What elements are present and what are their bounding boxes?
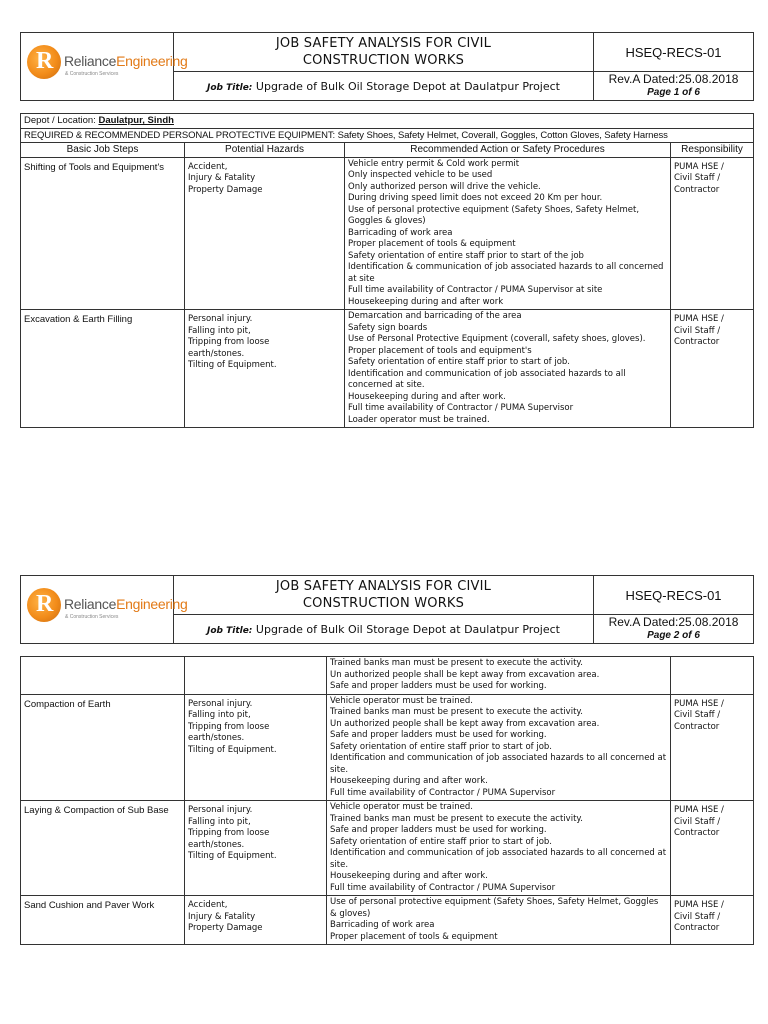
page2-rows — [21, 657, 754, 945]
job-title: Job Title: Upgrade of Bulk Oil Storage Depot at Daulatpur Project — [174, 615, 594, 644]
actions-cell: Vehicle entry permit & Cold work permit Only inspected vehicle to be used Only authorized person will drive the vehicle. During driving speed limit does not exceed 20 Km per hour. Use of personal protective equipment (Safety Shoes, Safety Helmet, Goggles & gloves) Barricading of work area Proper placement of tools & equipment Safety orientation of entire staff prior to start of the job Identification & communication of job associated hazards to all concerned at site Full time availability of Contractor / PUMA Supervisor at site Housekeeping during and after work — [345, 157, 671, 310]
job-step-cell: Excavation & Earth Filling — [21, 310, 185, 428]
hazards-cell: Accident, Injury & Fatality Property Damage — [185, 157, 345, 310]
page-header — [20, 575, 754, 644]
page-header — [20, 32, 754, 101]
responsibility-cell: PUMA HSE / Civil Staff / Contractor — [671, 694, 754, 801]
actions-cell: Demarcation and barricading of the area Safety sign boards Use of Personal Protective Equipment (coverall, safety shoes, gloves). Proper placement of tools and equipment's Safety orientation of entire staff prior to start of job. Identification and communication of job associated hazards to all concerned at site. Housekeeping during and after work. Full time availability of Contractor / PUMA Supervisor Loader operator must be trained. — [345, 310, 671, 428]
job-title: Job Title: Upgrade of Bulk Oil Storage Depot at Daulatpur Project — [174, 72, 594, 101]
logo-tagline: & Construction Services — [65, 71, 119, 77]
table-row — [21, 157, 754, 310]
hazards-cell: Personal injury. Falling into pit, Tripping from loose earth/stones. Tilting of Equipment. — [185, 694, 327, 801]
table-row — [21, 657, 754, 695]
company-logo — [27, 588, 188, 628]
table-row — [21, 310, 754, 428]
logo-tagline: & Construction Services — [65, 614, 119, 620]
logo-emblem-icon: R — [27, 588, 61, 622]
document-page-1 — [20, 32, 753, 428]
responsibility-cell: PUMA HSE / Civil Staff / Contractor — [671, 896, 754, 945]
revision-info: Rev.A Dated:25.08.2018 Page 1 of 6 — [594, 72, 754, 101]
logo-emblem-icon: R — [27, 45, 61, 79]
document-title: JOB SAFETY ANALYSIS FOR CIVIL CONSTRUCTION WORKS — [174, 33, 594, 72]
page1-rows — [21, 157, 754, 428]
logo-wordmark: RelianceEngineering — [64, 596, 188, 612]
document-page-2 — [20, 575, 753, 945]
page-number: Page 2 of 6 — [647, 630, 700, 641]
document-code: HSEQ-RECS-01 — [594, 576, 754, 615]
hazards-cell: Personal injury. Falling into pit, Tripping from loose earth/stones. Tilting of Equipment. — [185, 310, 345, 428]
company-logo-cell — [21, 576, 188, 644]
table-row — [21, 694, 754, 801]
company-logo-cell — [21, 33, 188, 101]
responsibility-cell: PUMA HSE / Civil Staff / Contractor — [671, 801, 754, 896]
actions-cell: Trained banks man must be present to execute the activity. Un authorized people shall be kept away from excavation area. Safe and proper ladders must be used for working. — [327, 657, 671, 695]
actions-cell: Vehicle operator must be trained. Trained banks man must be present to execute the activity. Un authorized people shall be kept away from excavation area. Safe and proper ladders must be used for working. Safety orientation of entire staff prior to start of job. Identification and communication of job associated hazards to all concerned at site. Housekeeping during and after work. Full time availability of Contractor / PUMA Supervisor — [327, 694, 671, 801]
job-step-cell: Sand Cushion and Paver Work — [21, 896, 185, 945]
col-header-hazards: Potential Hazards — [185, 143, 345, 158]
logo-wordmark: RelianceEngineering — [64, 53, 188, 69]
responsibility-cell: PUMA HSE / Civil Staff / Contractor — [671, 310, 754, 428]
document-code: HSEQ-RECS-01 — [594, 33, 754, 72]
required-ppe: REQUIRED & RECOMMENDED PERSONAL PROTECTIVE EQUIPMENT: Safety Shoes, Safety Helmet, Coverall, Goggles, Cotton Gloves, Safety Harness — [21, 128, 754, 143]
col-header-steps: Basic Job Steps — [21, 143, 185, 158]
col-header-actions: Recommended Action or Safety Procedures — [345, 143, 671, 158]
document-title: JOB SAFETY ANALYSIS FOR CIVIL CONSTRUCTION WORKS — [174, 576, 594, 615]
jsa-table-page-1 — [20, 113, 754, 428]
job-step-cell — [21, 657, 185, 695]
actions-cell: Use of personal protective equipment (Safety Shoes, Safety Helmet, Goggles & gloves) Barricading of work area Proper placement of tools & equipment — [327, 896, 671, 945]
responsibility-cell: PUMA HSE / Civil Staff / Contractor — [671, 157, 754, 310]
hazards-cell: Personal injury. Falling into pit, Tripping from loose earth/stones. Tilting of Equipment. — [185, 801, 327, 896]
page-number: Page 1 of 6 — [647, 87, 700, 98]
depot-location: Depot / Location: Daulatpur, Sindh — [21, 114, 754, 129]
responsibility-cell — [671, 657, 754, 695]
job-step-cell: Laying & Compaction of Sub Base — [21, 801, 185, 896]
hazards-cell: Accident, Injury & Fatality Property Damage — [185, 896, 327, 945]
table-row — [21, 896, 754, 945]
column-headers — [21, 143, 754, 158]
job-step-cell: Shifting of Tools and Equipment's — [21, 157, 185, 310]
jsa-table-page-2 — [20, 656, 754, 945]
job-step-cell: Compaction of Earth — [21, 694, 185, 801]
col-header-responsibility: Responsibility — [671, 143, 754, 158]
actions-cell: Vehicle operator must be trained. Trained banks man must be present to execute the activity. Safe and proper ladders must be used for working. Safety orientation of entire staff prior to start of job. Identification and communication of job associated hazards to all concerned at site. Housekeeping during and after work. Full time availability of Contractor / PUMA Supervisor — [327, 801, 671, 896]
revision-info: Rev.A Dated:25.08.2018 Page 2 of 6 — [594, 615, 754, 644]
company-logo — [27, 45, 188, 85]
table-row — [21, 801, 754, 896]
hazards-cell — [185, 657, 327, 695]
